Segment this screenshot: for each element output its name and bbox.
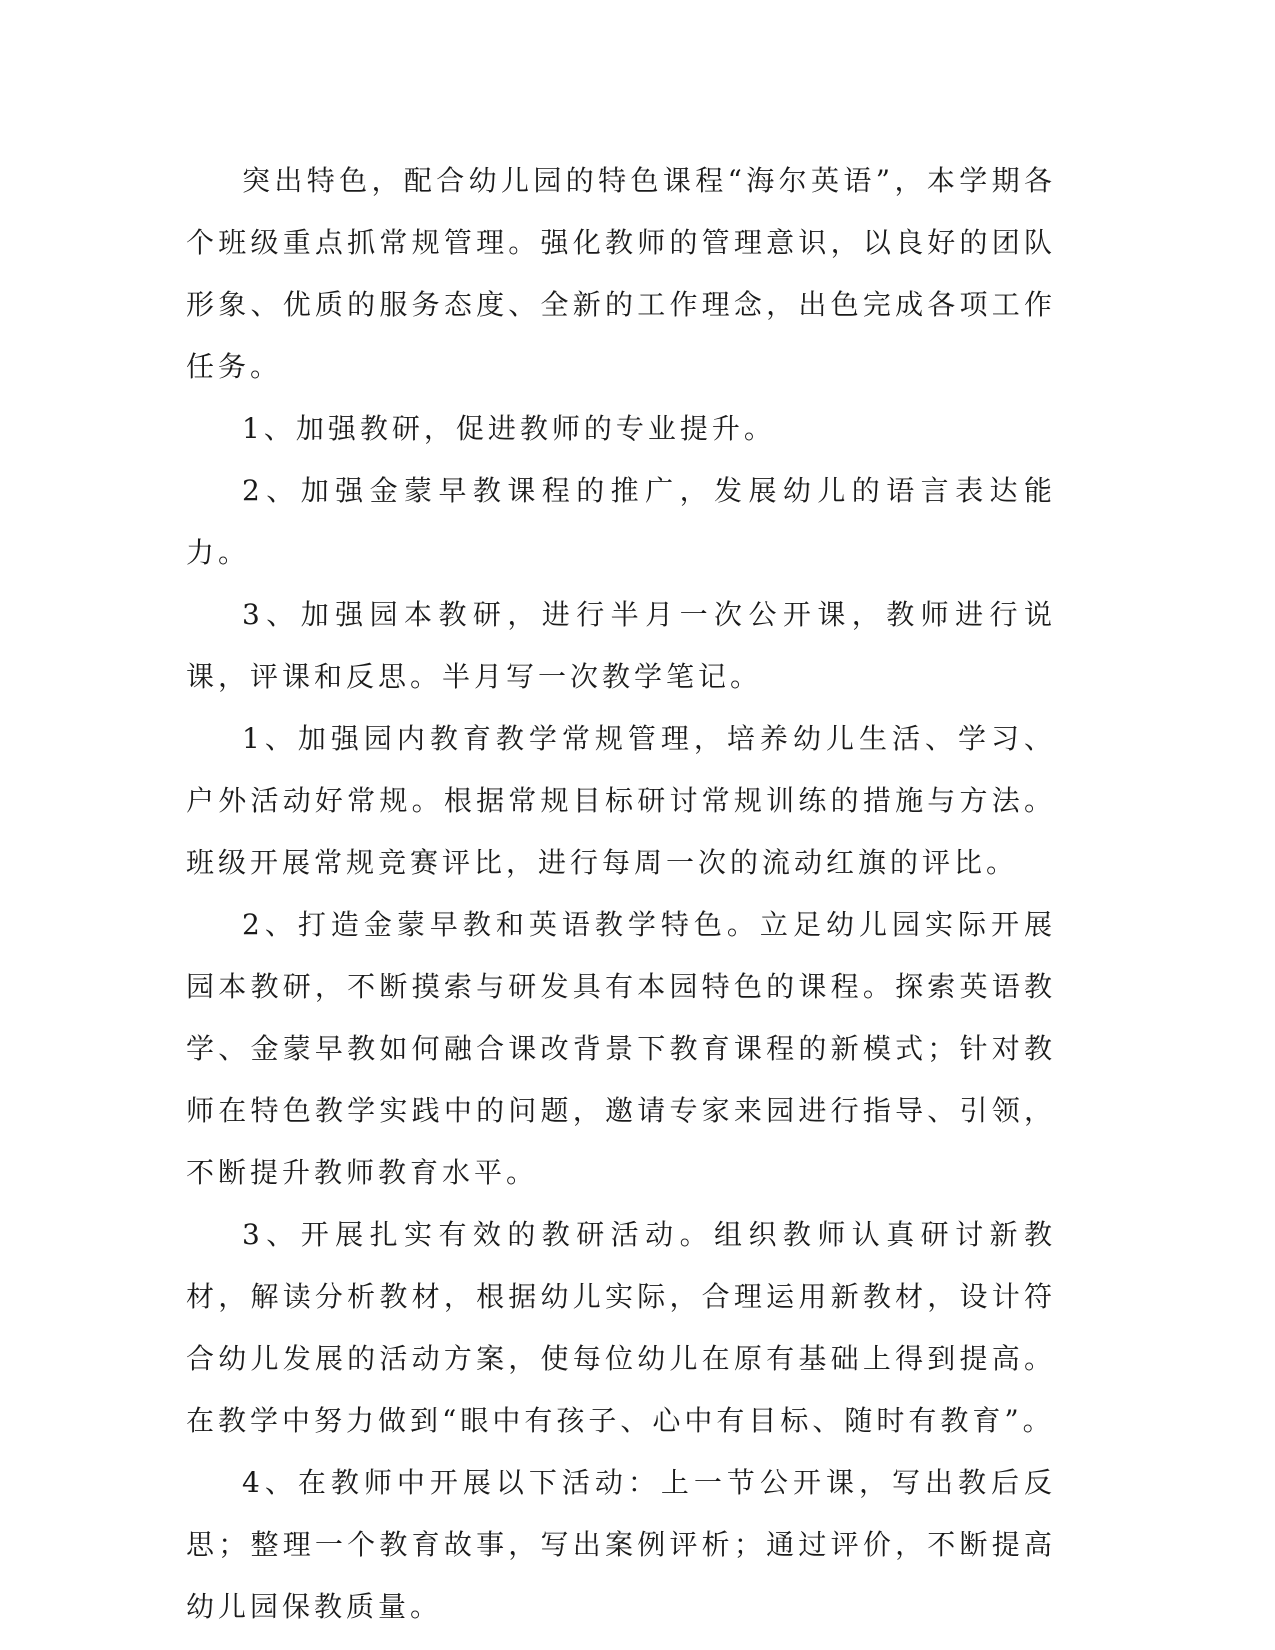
- paragraph-item-3: 3、加强园本教研，进行半月一次公开课，教师进行说课，评课和反思。半月写一次教学笔记。: [186, 598, 1056, 693]
- paragraph-routine-management: 1、加强园内教育教学常规管理，培养幼儿生活、学习、户外活动好常规。根据常规目标研讨常规训练的措施与方法。班级开展常规竞赛评比，进行每周一次的流动红旗的评比。: [186, 722, 1056, 879]
- paragraph-item-2: 2、加强金蒙早教课程的推广，发展幼儿的语言表达能力。: [186, 474, 1056, 569]
- paragraph-teaching-features: 2、打造金蒙早教和英语教学特色。立足幼儿园实际开展园本教研，不断摸索与研发具有本园特色的课程。探索英语教学、金蒙早教如何融合课改背景下教育课程的新模式；针对教师在特色教学实践中的问题，邀请专家来园进行指导、引领，不断提升教师教育水平。: [186, 908, 1056, 1189]
- paragraph-intro: 突出特色，配合幼儿园的特色课程“海尔英语”，本学期各个班级重点抓常规管理。强化教师的管理意识，以良好的团队形象、优质的服务态度、全新的工作理念，出色完成各项工作任务。: [186, 164, 1056, 383]
- paragraph-teacher-activities: 4、在教师中开展以下活动：上一节公开课，写出教后反思；整理一个教育故事，写出案例评析；通过评价，不断提高幼儿园保教质量。: [186, 1466, 1056, 1623]
- paragraph-item-1: 1、加强教研，促进教师的专业提升。: [242, 412, 776, 445]
- document-body: [186, 150, 1056, 1638]
- paragraph-research-activities: 3、开展扎实有效的教研活动。组织教师认真研讨新教材，解读分析教材，根据幼儿实际，合理运用新教材，设计符合幼儿发展的活动方案，使每位幼儿在原有基础上得到提高。在教学中努力做到“眼中有孩子、心中有目标、随时有教育”。: [186, 1218, 1056, 1437]
